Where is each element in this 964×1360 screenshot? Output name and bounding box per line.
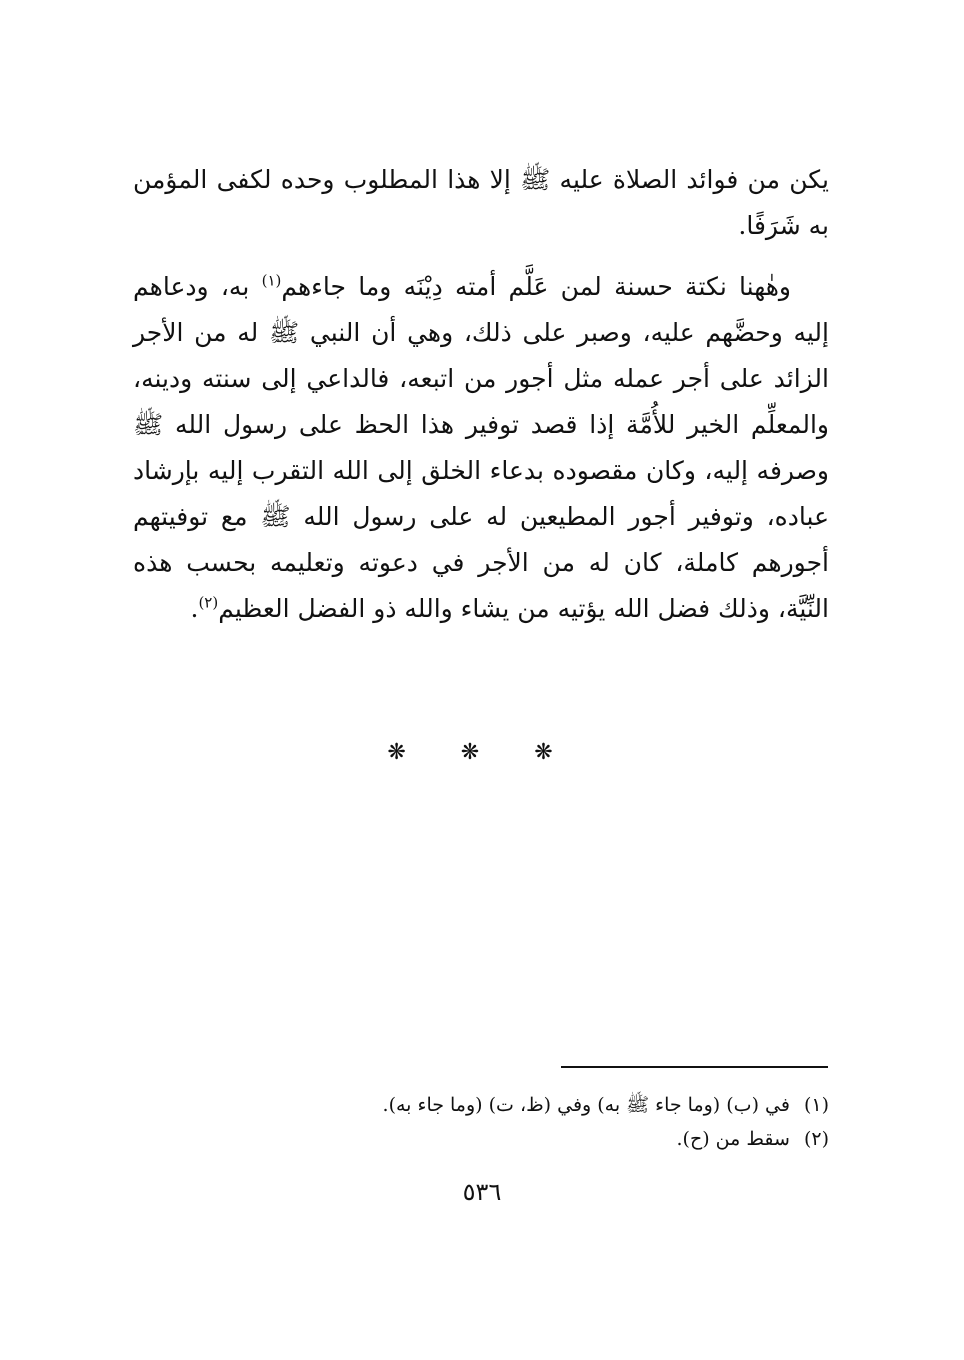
footnote-ref-2: (٢) xyxy=(198,593,219,612)
footnote-1 xyxy=(133,1088,829,1122)
footnote-2-text: سقط من (ح). xyxy=(676,1128,790,1150)
paragraph-2-text-start: وهٰهنا نكتة حسنة لمن عَلَّم أمته دِيْنَه وما جاءهم xyxy=(281,272,791,301)
paragraph-1 xyxy=(133,157,829,249)
footnote-1-text: في (ب) (وما جاء ﷺ به) وفي (ظ، ت) (وما جاء به). xyxy=(382,1094,790,1116)
footnotes xyxy=(133,1088,829,1156)
footnote-2 xyxy=(133,1122,829,1156)
page-number: ٥٣٦ xyxy=(462,1178,502,1206)
footnote-1-number: (١) xyxy=(803,1094,829,1116)
paragraph-1-text: يكن من فوائد الصلاة عليه ﷺ إلا هذا المطلوب وحده لكفى المؤمن به شَرَفًا. xyxy=(133,165,829,240)
footnote-ref-1: (١) xyxy=(261,271,282,290)
paragraph-2-text-middle: به، ودعاهم إليه وحضَّهم عليه، وصبر على ذلك، وهي أن النبي ﷺ له من الأجر الزائد على أجر عمله مثل أجور من اتبعه، فالداعي إلى سنته ودينه، والمعلِّم الخير للأُمَّة إذا قصد توفير هذا الحظ على رسول الله ﷺ وصرفه إليه، وكان مقصوده بدعاء الخلق إلى الله التقرب إليه بإرشاد عباده، وتوفير أجور المطيعين له على رسول الله ﷺ مع توفيتهم أجورهم كاملة، كان له من الأجر في دعوته وتعليمه بحسب هذه النِّيَّة، وذلك فضل الله يؤتيه من يشاء والله ذو الفضل العظيم xyxy=(133,272,829,623)
paragraph-2-text-end: . xyxy=(190,594,199,623)
section-divider: ❋ ❋ ❋ xyxy=(387,740,577,765)
footnote-separator xyxy=(561,1066,828,1068)
footnote-2-number: (٢) xyxy=(803,1128,829,1150)
paragraph-2 xyxy=(133,264,829,632)
